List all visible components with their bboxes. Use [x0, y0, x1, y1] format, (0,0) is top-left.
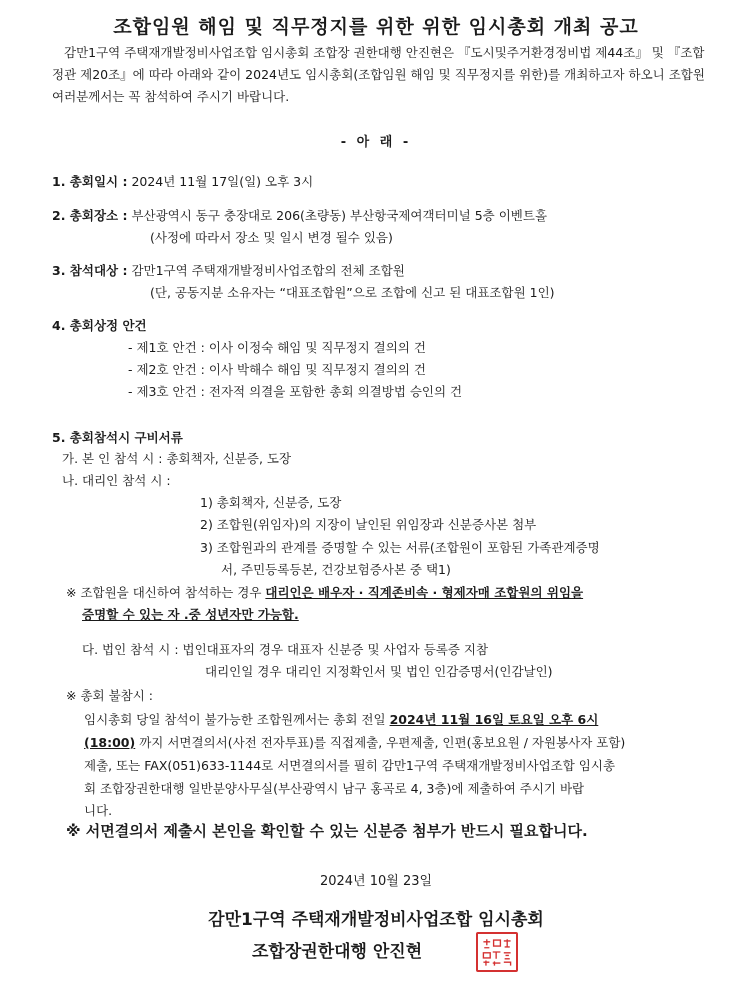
page-title: 조합임원 해임 및 직무정지를 위한 위한 임시총회 개최 공고	[113, 16, 639, 38]
section-marker: - 아 래 -	[340, 135, 412, 150]
section-5-label: 5. 총회참석시 구비서류	[52, 430, 183, 445]
docs-self: 가. 본 인 참석 시 : 총회책자, 신분증, 도장	[62, 451, 292, 466]
seal-glyphs	[480, 936, 514, 968]
absent-line-2	[84, 733, 625, 753]
section-4-label: 4. 총회상정 안건	[52, 318, 147, 333]
docs-corporate-proxy: 대리인일 경우 대리인 지정확인서 및 법인 인감증명서(인감날인)	[205, 664, 553, 679]
agenda-item-1: - 제1호 안건 : 이사 이정숙 해임 및 직무정지 결의의 건	[128, 340, 426, 355]
absent-line-4: 회 조합장권한대행 일반분양사무실(부산광역시 남구 홍곡로 4, 3층)에 제출하여 주시기 바랍	[84, 781, 585, 796]
absent-label: ※ 총회 불참시 :	[66, 688, 153, 703]
agenda-item-2: - 제2호 안건 : 이사 박해수 해임 및 직무정지 결의의 건	[128, 362, 426, 377]
id-required-notice: ※ 서면결의서 제출시 본인을 확인할 수 있는 신분증 첨부가 반드시 필요합니다.	[66, 822, 588, 840]
official-seal-stamp	[476, 932, 518, 972]
section-3-label: 3. 참석대상 :	[52, 263, 128, 278]
absent-line-5: 니다.	[84, 803, 113, 818]
section-1-value: 2024년 11월 17일(일) 오후 3시	[131, 174, 314, 189]
section-2-label: 2. 총회장소 :	[52, 208, 128, 223]
absent-deadline-time: (18:00)	[84, 735, 136, 750]
section-3-value: 감만1구역 주택재개발정비사업조합의 전체 조합원	[131, 263, 405, 278]
issuer-name: 조합장권한대행 안진현	[252, 942, 423, 962]
docs-proxy-item-1: 1) 총회책자, 신분증, 도장	[200, 495, 342, 510]
absent-deadline: 2024년 11월 16일 토요일 오후 6시	[389, 712, 599, 727]
docs-proxy-label: 나. 대리인 참석 시 :	[62, 473, 171, 488]
proxy-note-underlined-1: 대리인은 배우자 · 직계존비속 · 형제자매 조합원의 위임을	[265, 585, 584, 600]
section-1-label: 1. 총회일시 :	[52, 174, 128, 189]
section-1	[52, 172, 313, 192]
section-2-value: 부산광역시 동구 충장대로 206(초량동) 부산항국제여객터미널 5층 이벤트홀	[131, 208, 548, 223]
proxy-note-underlined-2: 증명할 수 있는 자 .중 성년자만 가능함.	[82, 607, 299, 622]
docs-corporate: 다. 법인 참석 시 : 법인대표자의 경우 대표자 신분증 및 사업자 등록증 지참	[82, 642, 489, 657]
docs-proxy-item-3: 3) 조합원과의 관계를 증명할 수 있는 서류(조합원이 포함된 가족관계증명	[200, 540, 600, 555]
intro-paragraph: 감만1구역 주택재개발정비사업조합 임시총회 조합장 권한대행 안진현은 『도시및주거환경정비법 제44조』 및 『조합정관 제20조』에 따라 아래와 같이 2024년도 임시총회(조합임원 해임 및 직무정지를 위한)를 개최하고자 하오니 조합원 여러분께서는 꼭 참석하여 주시기 바랍니다.	[52, 45, 705, 104]
agenda-item-3: - 제3호 안건 : 전자적 의결을 포함한 총회 의결방법 승인의 건	[128, 384, 463, 399]
absent-line-1-pre: 임시총회 당일 참석이 불가능한 조합원께서는 총회 전일	[84, 712, 386, 727]
section-2	[52, 206, 547, 226]
section-2-note: (사정에 따라서 장소 및 일시 변경 될수 있음)	[150, 230, 393, 245]
absent-line-1	[84, 710, 598, 730]
absent-line-2-text: 까지 서면결의서(사전 전자투표)를 직접제출, 우편제출, 인편(홍보요원 / 자원봉사자 포함)	[139, 735, 626, 750]
issuer-organization: 감만1구역 주택재개발정비사업조합 임시총회	[208, 910, 544, 930]
section-3-note: (단, 공동지분 소유자는 “대표조합원”으로 조합에 신고 된 대표조합원 1인)	[150, 285, 555, 300]
notice-date: 2024년 10월 23일	[319, 874, 433, 889]
docs-proxy-item-2: 2) 조합원(위임자)의 지장이 날인된 위임장과 신분증사본 첨부	[200, 517, 537, 532]
proxy-note	[66, 583, 583, 603]
proxy-note-pre: ※ 조합원을 대신하여 참석하는 경우	[66, 585, 262, 600]
absent-line-3: 제출, 또는 FAX(051)633-1144로 서면결의서를 필히 감만1구역 주택재개발정비사업조합 임시총	[84, 758, 616, 773]
docs-proxy-item-3-cont: 서, 주민등록등본, 건강보험증사본 중 택1)	[221, 562, 451, 577]
section-3	[52, 261, 405, 281]
